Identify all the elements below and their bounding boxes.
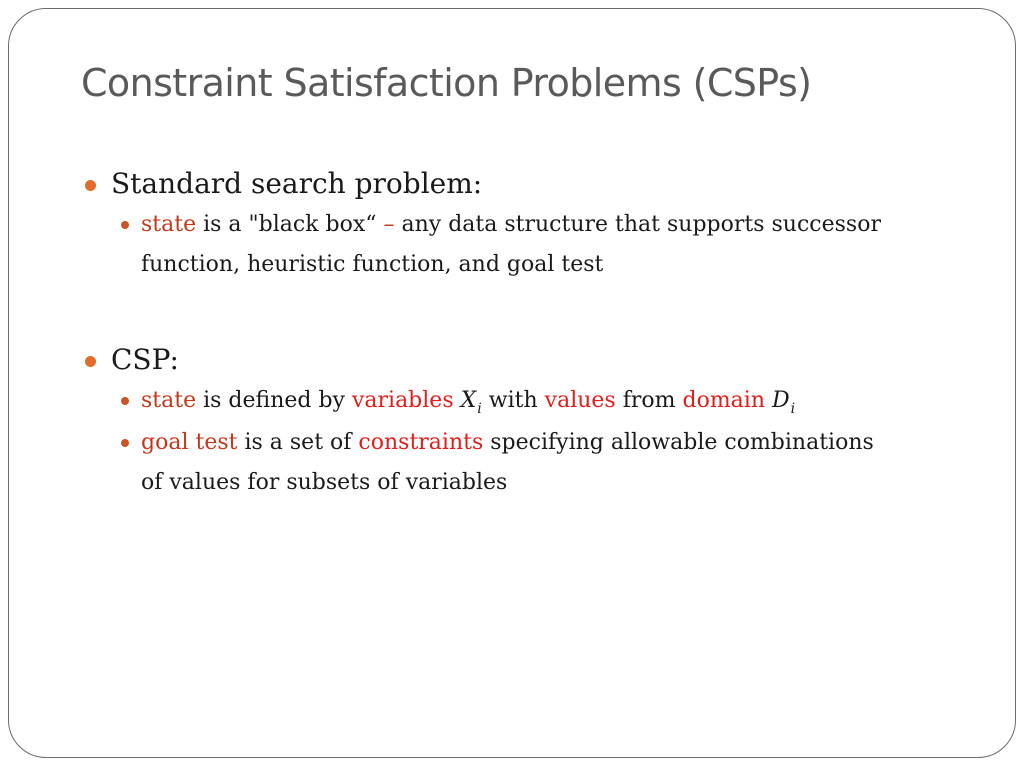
- heading-csp: CSP:: [111, 343, 179, 376]
- bullet-dot-icon: [85, 356, 96, 367]
- subscript-i: i: [790, 401, 796, 417]
- bullet-dot-icon: [121, 397, 129, 405]
- subscript-i: i: [477, 401, 482, 417]
- bullet-dot-icon: [121, 439, 129, 447]
- term-state: state: [141, 212, 197, 237]
- text-black-box: is a "black box“: [196, 212, 384, 237]
- term-values: values: [544, 388, 616, 413]
- slide: [8, 8, 1016, 758]
- bullet-csp: [81, 343, 961, 377]
- text-with: with: [481, 388, 545, 413]
- dash: –: [383, 212, 395, 237]
- text-data-structure: any data structure that supports successor function, heuristic function, and goal test: [141, 212, 881, 277]
- bullet-dot-icon: [85, 180, 96, 191]
- slide-title: Constraint Satisfaction Problems (CSPs): [81, 61, 812, 105]
- text-defined-by: is defined by: [196, 388, 352, 413]
- term-state: state: [141, 388, 197, 413]
- term-domain: domain: [682, 388, 765, 413]
- symbol-d: D: [772, 388, 790, 413]
- bullet-standard-search: [81, 167, 961, 201]
- term-goal-test: goal test: [141, 430, 238, 455]
- term-constraints: constraints: [358, 430, 484, 455]
- term-variables: variables: [351, 388, 454, 413]
- text-set-of: is a set of: [237, 430, 359, 455]
- bullet-state-black-box: [81, 205, 901, 285]
- text-from: from: [615, 388, 683, 413]
- bullet-goal-test: [81, 423, 901, 503]
- text-specifying: specifying allowable combinations of values for subsets of variables: [141, 430, 874, 495]
- slide-body: [81, 167, 961, 503]
- bullet-dot-icon: [121, 221, 129, 229]
- symbol-x: X: [460, 388, 477, 413]
- heading-standard-search: Standard search problem:: [111, 167, 483, 200]
- bullet-state-defined: [81, 381, 901, 423]
